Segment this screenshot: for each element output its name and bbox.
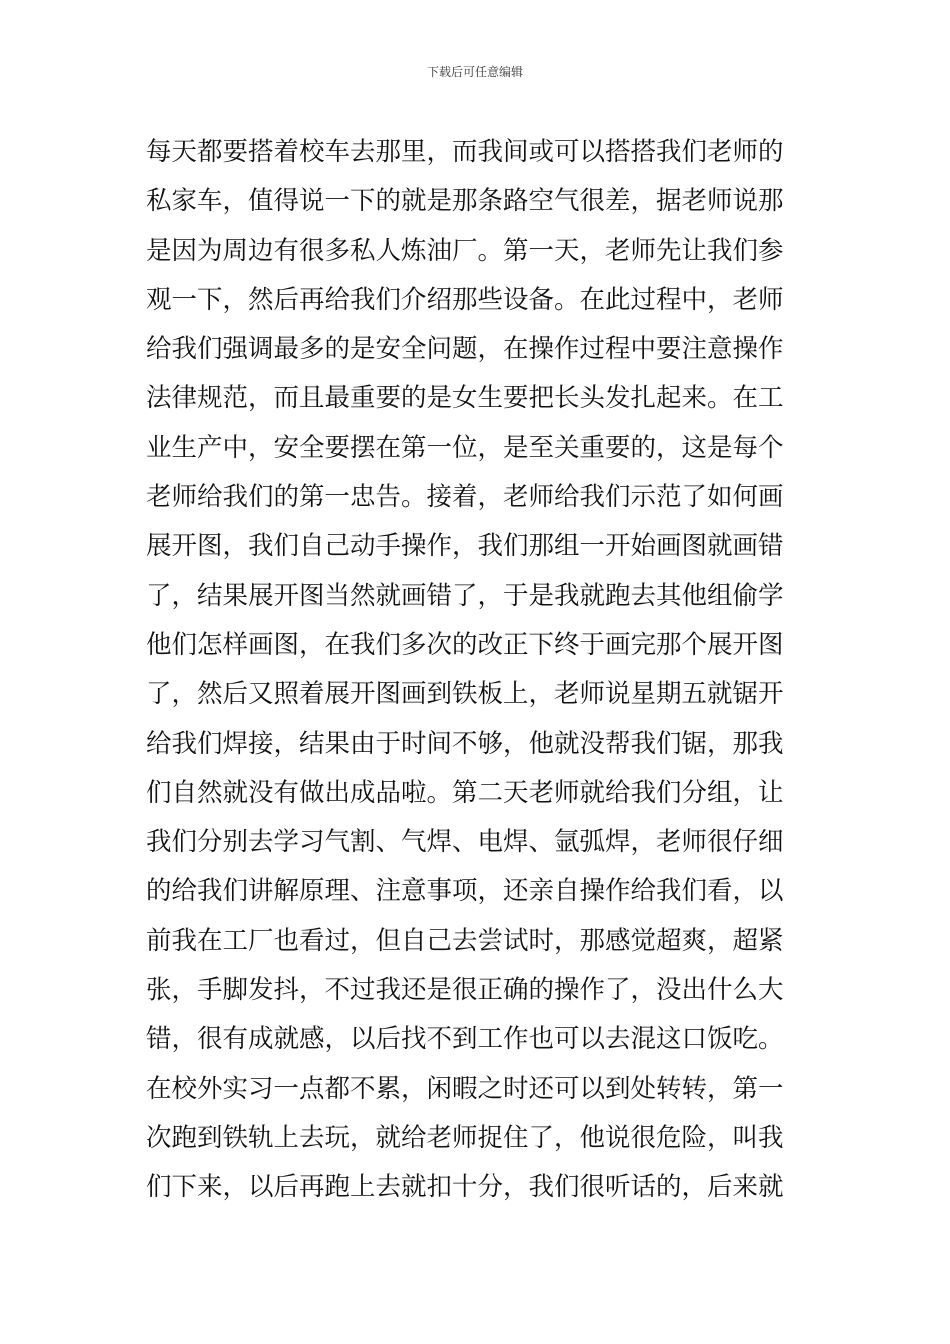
- text-line: 的给我们讲解原理、注意事项，还亲自操作给我们看，以: [146, 876, 784, 907]
- text-line: 前我在工厂也看过，但自己去尝试时，那感觉超爽，超紧: [146, 925, 784, 956]
- text-line: 法律规范，而且最重要的是女生要把长头发扎起来。在工: [146, 383, 784, 414]
- text-line: 给我们焊接，结果由于时间不够，他就没帮我们锯，那我: [146, 728, 784, 759]
- text-line: 他们怎样画图，在我们多次的改正下终于画完那个展开图: [146, 629, 784, 660]
- text-line: 每天都要搭着校车去那里，而我间或可以搭搭我们老师的: [146, 137, 784, 167]
- text-line: 们下来，以后再跑上去就扣十分，我们很听话的，后来就: [146, 1172, 784, 1203]
- text-line: 给我们强调最多的是安全问题，在操作过程中要注意操作: [146, 334, 784, 365]
- text-line: 老师给我们的第一忠告。接着，老师给我们示范了如何画: [146, 482, 784, 513]
- text-line: 私家车，值得说一下的就是那条路空气很差，据老师说那: [146, 186, 784, 217]
- text-line: 了，然后又照着展开图画到铁板上，老师说星期五就锯开: [146, 679, 784, 710]
- text-line: 在校外实习一点都不累，闲暇之时还可以到处转转，第一: [146, 1073, 784, 1104]
- body-text: [146, 128, 816, 1213]
- text-line: 了，结果展开图当然就画错了，于是我就跑去其他组偷学: [146, 580, 784, 611]
- text-line: 业生产中，安全要摆在第一位，是至关重要的，这是每个: [146, 432, 784, 463]
- text-line: 们自然就没有做出成品啦。第二天老师就给我们分组，让: [146, 777, 784, 808]
- text-line: 是因为周边有很多私人炼油厂。第一天，老师先让我们参: [146, 235, 784, 266]
- text-line: 次跑到铁轨上去玩，就给老师捉住了，他说很危险，叫我: [146, 1122, 784, 1153]
- text-line: 观一下，然后再给我们介绍那些设备。在此过程中，老师: [146, 284, 784, 315]
- page-header: 下载后可任意编辑: [426, 65, 523, 79]
- text-line: 我们分别去学习气割、气焊、电焊、氩弧焊，老师很仔细: [146, 827, 784, 858]
- text-line: 错，很有成就感，以后找不到工作也可以去混这口饭吃。: [146, 1024, 784, 1055]
- text-line: 张，手脚发抖，不过我还是很正确的操作了，没出什么大: [146, 975, 784, 1006]
- text-line: 展开图，我们自己动手操作，我们那组一开始画图就画错: [146, 531, 784, 562]
